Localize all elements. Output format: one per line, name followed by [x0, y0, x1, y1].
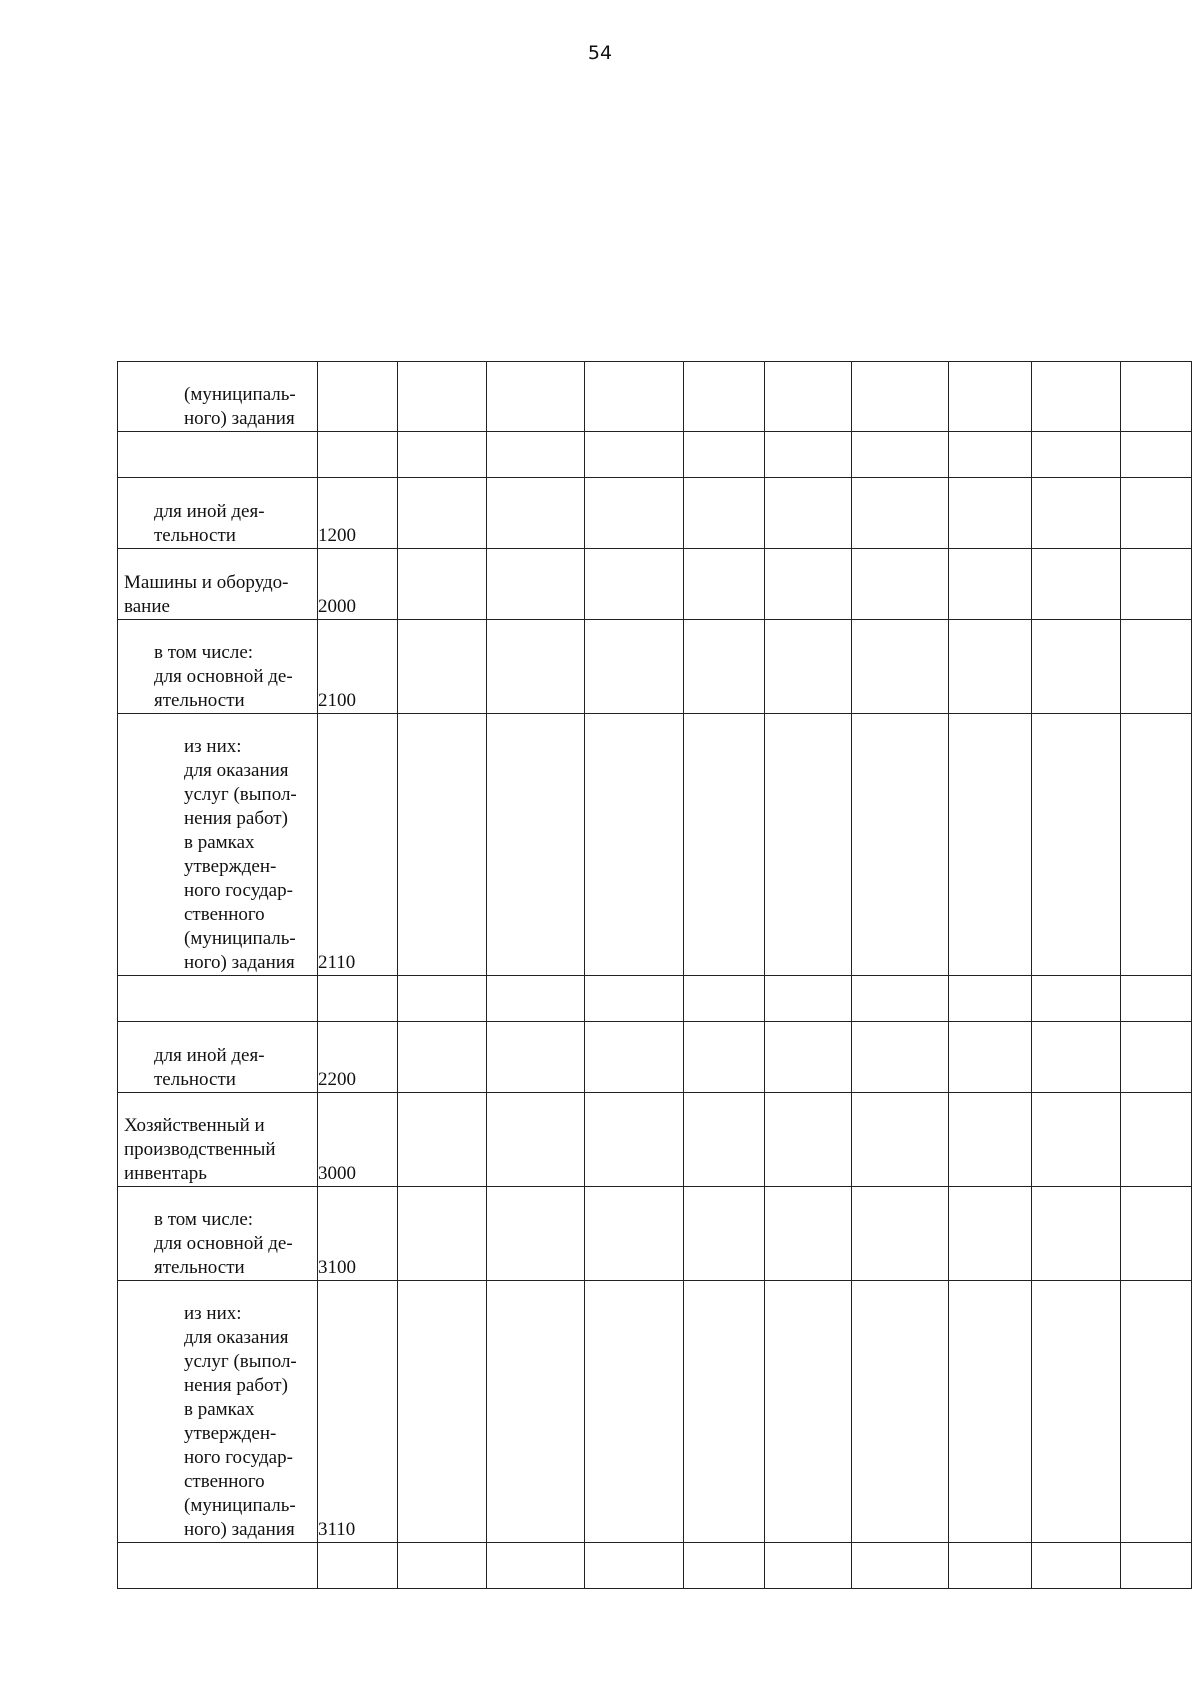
value-cell — [398, 478, 487, 549]
row-code: 2200 — [318, 1022, 398, 1093]
value-cell — [684, 1543, 765, 1589]
value-cell — [585, 362, 684, 432]
row-code — [318, 432, 398, 478]
value-cell — [949, 976, 1032, 1022]
row-code — [318, 362, 398, 432]
row-label-line: в том числе: — [154, 1209, 254, 1230]
table-row — [118, 1022, 1192, 1093]
value-cell — [949, 1022, 1032, 1093]
row-label-line: услуг (выпол- — [184, 784, 297, 805]
row-label — [118, 976, 318, 1022]
value-cell — [949, 478, 1032, 549]
value-cell — [1032, 1093, 1121, 1187]
table-row — [118, 549, 1192, 620]
value-cell — [398, 549, 487, 620]
value-cell — [398, 432, 487, 478]
row-code: 2100 — [318, 620, 398, 714]
row-label-line: ного) задания — [184, 952, 295, 973]
value-cell — [852, 1543, 949, 1589]
value-cell — [585, 714, 684, 976]
value-cell — [765, 432, 852, 478]
value-cell — [487, 478, 585, 549]
row-label-line: для основной де- — [154, 666, 293, 687]
table-row — [118, 1093, 1192, 1187]
value-cell — [1032, 714, 1121, 976]
row-label — [118, 478, 318, 549]
value-cell — [765, 714, 852, 976]
row-label-line: нения работ) — [184, 1375, 288, 1396]
value-cell — [765, 976, 852, 1022]
row-label-line: ственного — [184, 904, 265, 925]
value-cell — [765, 362, 852, 432]
row-label-line: утвержден- — [184, 856, 277, 877]
value-cell — [1121, 549, 1192, 620]
row-label-line: из них: — [184, 736, 242, 757]
value-cell — [398, 1543, 487, 1589]
value-cell — [684, 432, 765, 478]
value-cell — [1121, 714, 1192, 976]
table-row — [118, 976, 1192, 1022]
value-cell — [585, 549, 684, 620]
page-number: 54 — [587, 42, 613, 64]
row-code — [318, 1543, 398, 1589]
value-cell — [487, 1093, 585, 1187]
row-label-line: из них: — [184, 1303, 242, 1324]
value-cell — [398, 714, 487, 976]
table-row — [118, 714, 1192, 976]
row-label-line: инвентарь — [124, 1163, 207, 1184]
value-cell — [398, 976, 487, 1022]
row-label-line: в рамках — [184, 1399, 255, 1420]
value-cell — [852, 976, 949, 1022]
value-cell — [765, 478, 852, 549]
value-cell — [585, 1093, 684, 1187]
table-row — [118, 478, 1192, 549]
value-cell — [949, 549, 1032, 620]
value-cell — [1032, 478, 1121, 549]
value-cell — [765, 620, 852, 714]
table-row — [118, 432, 1192, 478]
row-label-line: ственного — [184, 1471, 265, 1492]
value-cell — [1032, 1543, 1121, 1589]
row-code: 3000 — [318, 1093, 398, 1187]
value-cell — [585, 478, 684, 549]
value-cell — [765, 1022, 852, 1093]
value-cell — [1121, 620, 1192, 714]
row-label-line: для иной дея- — [154, 1045, 265, 1066]
value-cell — [684, 714, 765, 976]
row-label-line: нения работ) — [184, 808, 288, 829]
value-cell — [585, 1187, 684, 1281]
value-cell — [852, 549, 949, 620]
row-label-line: ного государ- — [184, 1447, 293, 1468]
row-label-line: для оказания — [184, 1327, 289, 1348]
value-cell — [684, 1093, 765, 1187]
value-cell — [949, 1093, 1032, 1187]
row-label — [118, 1187, 318, 1281]
row-label-line: ятельности — [154, 690, 245, 711]
row-label-line: для оказания — [184, 760, 289, 781]
value-cell — [585, 432, 684, 478]
value-cell — [949, 432, 1032, 478]
value-cell — [487, 432, 585, 478]
value-cell — [1121, 976, 1192, 1022]
row-label-line: тельности — [154, 525, 236, 546]
row-label-line: (муниципаль- — [184, 1495, 296, 1516]
value-cell — [1032, 620, 1121, 714]
value-cell — [585, 976, 684, 1022]
value-cell — [585, 1543, 684, 1589]
value-cell — [398, 1022, 487, 1093]
row-label-line: (муниципаль- — [184, 928, 296, 949]
value-cell — [852, 1187, 949, 1281]
value-cell — [852, 1281, 949, 1543]
table-row — [118, 620, 1192, 714]
value-cell — [684, 1022, 765, 1093]
row-label-line: в рамках — [184, 832, 255, 853]
value-cell — [487, 1543, 585, 1589]
row-code: 1200 — [318, 478, 398, 549]
value-cell — [487, 362, 585, 432]
value-cell — [852, 1093, 949, 1187]
value-cell — [487, 714, 585, 976]
row-label-line: Машины и оборудо- — [124, 572, 289, 593]
value-cell — [949, 1187, 1032, 1281]
value-cell — [949, 1281, 1032, 1543]
row-label-line: ного) задания — [184, 1519, 295, 1540]
row-label — [118, 432, 318, 478]
row-label-line: для основной де- — [154, 1233, 293, 1254]
value-cell — [949, 362, 1032, 432]
value-cell — [949, 620, 1032, 714]
value-cell — [852, 362, 949, 432]
row-label-line: в том числе: — [154, 642, 254, 663]
value-cell — [585, 620, 684, 714]
value-cell — [1032, 976, 1121, 1022]
table-row — [118, 362, 1192, 432]
value-cell — [1121, 1022, 1192, 1093]
row-code: 3100 — [318, 1187, 398, 1281]
value-cell — [398, 362, 487, 432]
row-label-line: (муниципаль- — [184, 384, 296, 405]
value-cell — [852, 714, 949, 976]
value-cell — [684, 1187, 765, 1281]
value-cell — [1121, 1187, 1192, 1281]
value-cell — [398, 1093, 487, 1187]
value-cell — [765, 1281, 852, 1543]
row-label-line: Хозяйственный и — [124, 1115, 265, 1136]
table-row — [118, 1187, 1192, 1281]
value-cell — [1032, 362, 1121, 432]
value-cell — [852, 620, 949, 714]
value-cell — [487, 1281, 585, 1543]
row-label-line: производственный — [124, 1139, 276, 1160]
value-cell — [765, 1093, 852, 1187]
row-code: 2110 — [318, 714, 398, 976]
row-label — [118, 549, 318, 620]
table-row — [118, 1281, 1192, 1543]
value-cell — [1121, 362, 1192, 432]
value-cell — [487, 549, 585, 620]
value-cell — [398, 620, 487, 714]
row-label-line: для иной дея- — [154, 501, 265, 522]
value-cell — [1032, 1022, 1121, 1093]
value-cell — [1032, 549, 1121, 620]
row-code: 2000 — [318, 549, 398, 620]
row-code — [318, 976, 398, 1022]
value-cell — [684, 362, 765, 432]
row-label-line: вание — [124, 596, 170, 617]
value-cell — [1121, 1281, 1192, 1543]
value-cell — [852, 478, 949, 549]
row-label-line: услуг (выпол- — [184, 1351, 297, 1372]
row-label — [118, 1543, 318, 1589]
row-code: 3110 — [318, 1281, 398, 1543]
row-label-line: утвержден- — [184, 1423, 277, 1444]
value-cell — [1032, 1281, 1121, 1543]
row-label — [118, 1022, 318, 1093]
value-cell — [1032, 432, 1121, 478]
value-cell — [949, 714, 1032, 976]
value-cell — [949, 1543, 1032, 1589]
row-label-line: ятельности — [154, 1257, 245, 1278]
assets-table — [117, 361, 1192, 1589]
value-cell — [585, 1022, 684, 1093]
value-cell — [684, 620, 765, 714]
value-cell — [1121, 1543, 1192, 1589]
row-label — [118, 362, 318, 432]
value-cell — [1121, 432, 1192, 478]
value-cell — [1121, 1093, 1192, 1187]
value-cell — [487, 620, 585, 714]
row-label — [118, 1093, 318, 1187]
row-label-line: ного государ- — [184, 880, 293, 901]
row-label — [118, 714, 318, 976]
value-cell — [1121, 478, 1192, 549]
value-cell — [487, 1022, 585, 1093]
row-label — [118, 620, 318, 714]
value-cell — [765, 549, 852, 620]
value-cell — [852, 432, 949, 478]
row-label-line: тельности — [154, 1069, 236, 1090]
value-cell — [765, 1187, 852, 1281]
value-cell — [852, 1022, 949, 1093]
value-cell — [684, 478, 765, 549]
value-cell — [684, 549, 765, 620]
value-cell — [765, 1543, 852, 1589]
value-cell — [684, 1281, 765, 1543]
value-cell — [398, 1187, 487, 1281]
value-cell — [1032, 1187, 1121, 1281]
table-row — [118, 1543, 1192, 1589]
value-cell — [585, 1281, 684, 1543]
value-cell — [487, 976, 585, 1022]
value-cell — [487, 1187, 585, 1281]
value-cell — [684, 976, 765, 1022]
value-cell — [398, 1281, 487, 1543]
row-label-line: ного) задания — [184, 408, 295, 429]
row-label — [118, 1281, 318, 1543]
